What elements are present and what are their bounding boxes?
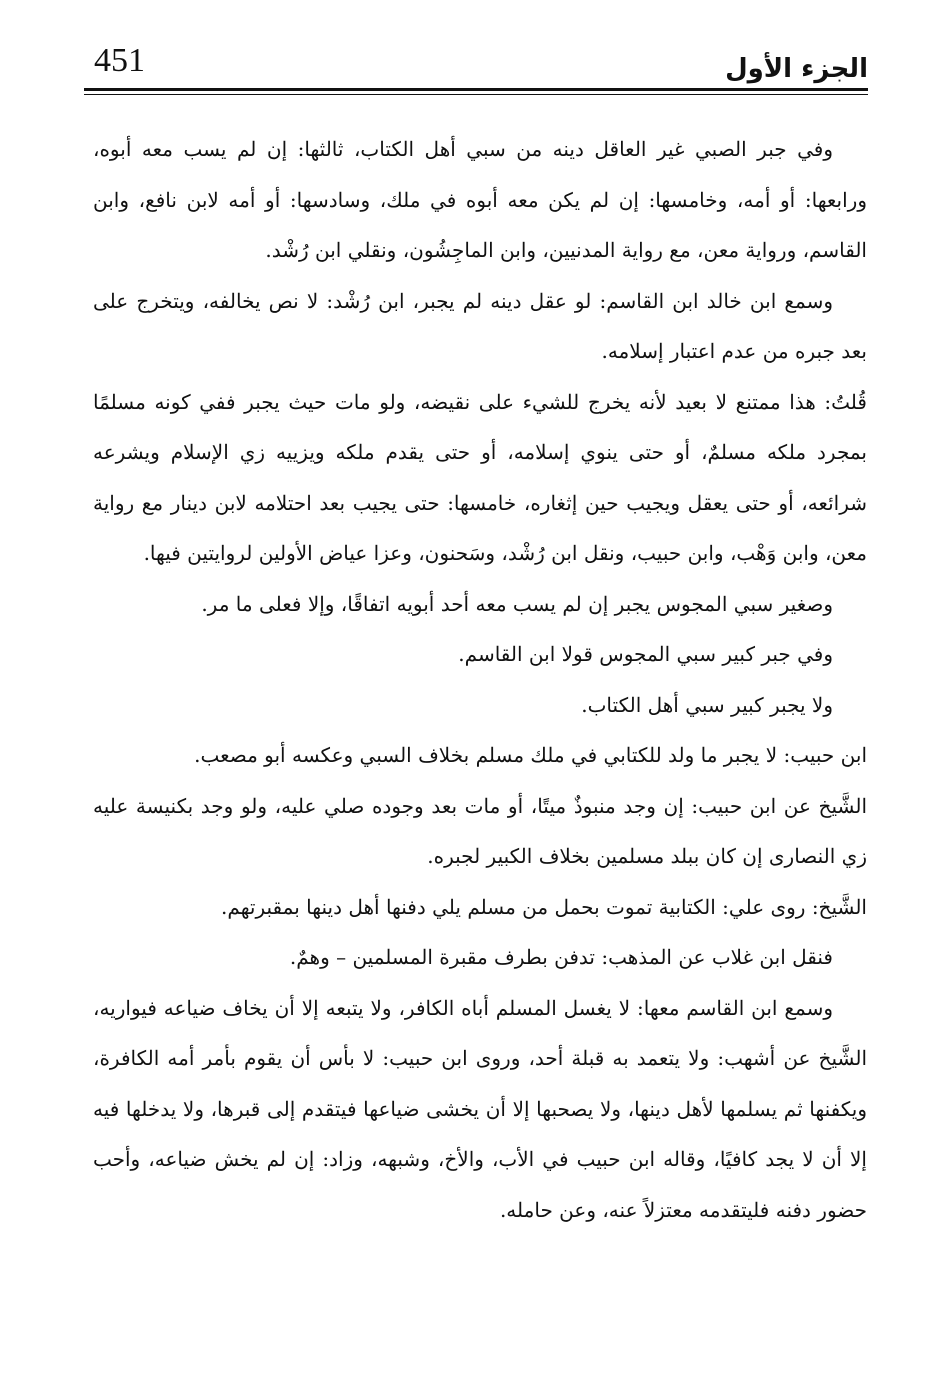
paragraph: فنقل ابن غلاب عن المذهب: تدفن بطرف مقبرة المسلمين – وهمٌ. xyxy=(289,945,833,969)
paragraph: وسمع ابن القاسم معها: لا يغسل المسلم أباه الكافر، ولا يتبعه إلا أن يخاف ضياعه فيواريه، الشَّيخ عن أشهب: ولا يتعمد به قبلة أحد، وروى ابن حبيب: لا بأس أن يقوم بأمر أمه الكافرة، ويكفنها ثم يسلمها لأهل دينها، ولا يصحبها إلا أن يخشى ضياعها فيتقدم إلى قبرها، ولا يدخلها فيه إلا أن لا يجد كافيًا، وقاله ابن حبيب في الأب، والأخ، وشبهه، وزاد: إن لم يخش ضياعه، وأحب حضور دفنه فليتقدمه معتزلاً عنه، وعن حامله. xyxy=(93,995,867,1222)
page-number: 451 xyxy=(94,42,145,79)
header-rule-thin xyxy=(84,94,868,95)
paragraph: وسمع ابن خالد ابن القاسم: لو عقل دينه لم يجبر، ابن رُشْد: لا نص يخالفه، ويتخرج على بعد جبره من عدم اعتبار إسلامه. xyxy=(93,288,867,363)
paragraph: قُلتُ: هذا ممتنع لا بعيد لأنه يخرج للشيء على نقيضه، ولو مات حيث يجبر ففي كونه مسلمًا بمجرد ملكه مسلمٌ، أو حتى ينوي إسلامه، أو حتى يقدم ملكه ويزييه زي الإسلام ويشرعه شرائعه، أو حتى يعقل ويجيب حين إثغاره، خامسها: حتى يجيب بعد احتلامه لابن دينار مع رواية معن، وابن وَهْب، وابن حبيب، ونقل ابن رُشْد، وسَحنون، وعزا عياض الأولين لروايتين فيها. xyxy=(93,389,867,565)
header-rule-thick xyxy=(84,88,868,91)
page-header xyxy=(84,40,868,96)
paragraph: ابن حبيب: لا يجبر ما ولد للكتابي في ملك مسلم بخلاف السبي وعكسه أبو مصعب. xyxy=(194,743,867,767)
paragraph: وفي جبر الصبي غير العاقل دينه من سبي أهل الكتاب، ثالثها: إن لم يسب معه أبوه، ورابعها: أو أمه، وخامسها: إن لم يكن معه أبوه في ملك، وسادسها: أو أمه لابن نافع، وابن القاسم، ورواية معن، مع رواية المدنيين، وابن الماجِشُون، ونقلي ابن رُشْد. xyxy=(93,137,867,262)
paragraph: ولا يجبر كبير سبي أهل الكتاب. xyxy=(581,692,833,717)
running-title: الجزء الأول xyxy=(725,54,868,84)
body-text xyxy=(93,124,867,1235)
paragraph: وفي جبر كبير سبي المجوس قولا ابن القاسم. xyxy=(458,642,833,666)
paragraph: الشَّيخ عن ابن حبيب: إن وجد منبوذٌ ميتًا، أو مات بعد وجوده صلي عليه، ولو وجد بكنيسة عليه زي النصارى إن كان ببلد مسلمين بخلاف الكبير لجبره. xyxy=(93,793,867,868)
paragraph: الشَّيخ: روى علي: الكتابية تموت بحمل من مسلم يلي دفنها أهل دينها بمقبرتهم. xyxy=(221,894,867,919)
paragraph: وصغير سبي المجوس يجبر إن لم يسب معه أحد أبويه اتفاقًا، وإلا فعلى ما مر. xyxy=(201,591,833,616)
